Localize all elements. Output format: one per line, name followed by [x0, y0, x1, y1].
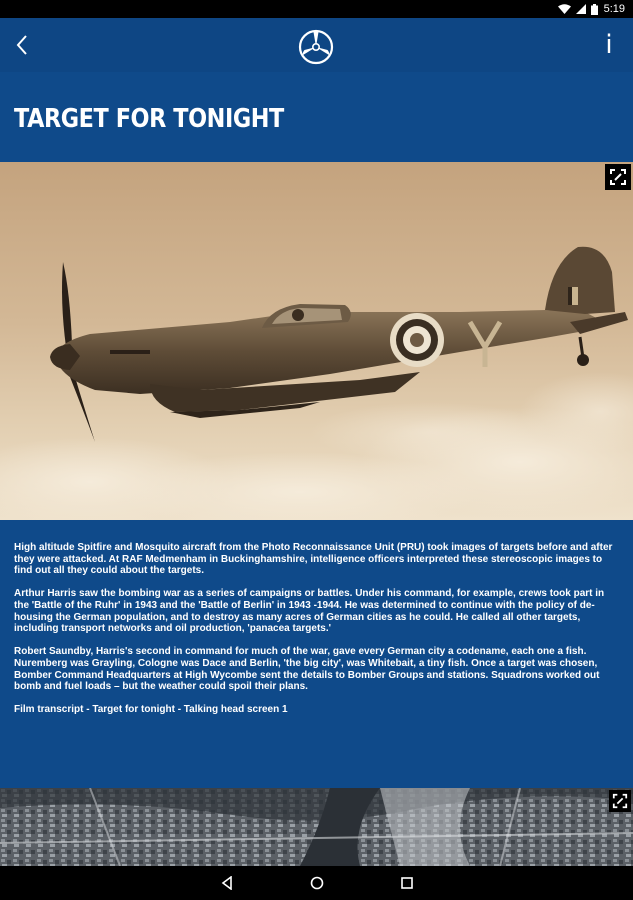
battery-icon	[591, 4, 598, 15]
paragraph: High altitude Spitfire and Mosquito aircraft from the Photo Reconnaissance Unit (PRU) took images of targets before and after they were attacked. At RAF Medmenham in Buckinghamshire, intelligence officers interpreted these stereoscopic images to find out all they could about the targets.	[14, 542, 613, 577]
propeller-logo[interactable]	[297, 28, 335, 66]
propeller-logo-icon	[297, 28, 335, 66]
status-time: 5:19	[603, 3, 625, 15]
paragraph: Robert Saundby, Harris's second in command for much of the war, gave every German city a codename, each one a fish. Nuremberg was Grayling, Cologne was Dace and Berlin, 'the big city', was Whitebait, a tiny fish. Once a target was chosen, Bomber Command Headquarters at High Wycombe sent the details to Bomber Groups and stations. Squadrons worked out bomb and fuel loads – but the weather could spoil their plans.	[14, 646, 600, 693]
nav-back-button[interactable]	[216, 872, 238, 894]
recents-square-icon	[400, 876, 414, 890]
expand-icon	[609, 168, 627, 186]
home-circle-icon	[310, 876, 324, 890]
title-section	[0, 72, 633, 162]
aerial-photo	[0, 788, 633, 866]
paragraph: Arthur Harris saw the bombing war as a series of campaigns or battles. Under his command, for example, crews took part in the 'Battle of the Ruhr' in 1943 and the 'Battle of Berlin' in 1943 -1944. He was determined to continue with the policy of de-housing the German population, and to destroy as many acres of German cities as he could. He called all other targets, including transport networks and oil production, 'panacea targets.'	[14, 588, 605, 635]
expand-image-button[interactable]	[605, 164, 631, 190]
film-transcript-caption: Film transcript - Target for tonight - Talking head screen 1	[14, 704, 288, 716]
expand-aerial-button[interactable]	[609, 790, 631, 812]
nav-home-button[interactable]	[306, 872, 328, 894]
expand-icon	[612, 793, 628, 809]
signal-icon	[576, 4, 586, 14]
app-bar	[0, 18, 633, 72]
spitfire-photo	[0, 162, 633, 520]
back-button[interactable]	[8, 30, 36, 60]
nav-recents-button[interactable]	[396, 872, 418, 894]
system-nav-bar	[0, 866, 633, 900]
hero-image	[0, 162, 633, 520]
status-bar	[0, 0, 633, 18]
content-panel	[0, 520, 633, 788]
back-triangle-icon	[220, 876, 234, 890]
page-title: TARGET FOR TONIGHT	[14, 104, 284, 134]
aerial-reconnaissance-photo	[0, 788, 633, 866]
wifi-icon	[558, 4, 571, 14]
info-button[interactable]: i	[605, 30, 613, 60]
chevron-left-icon	[15, 34, 29, 56]
body-text	[14, 542, 620, 728]
